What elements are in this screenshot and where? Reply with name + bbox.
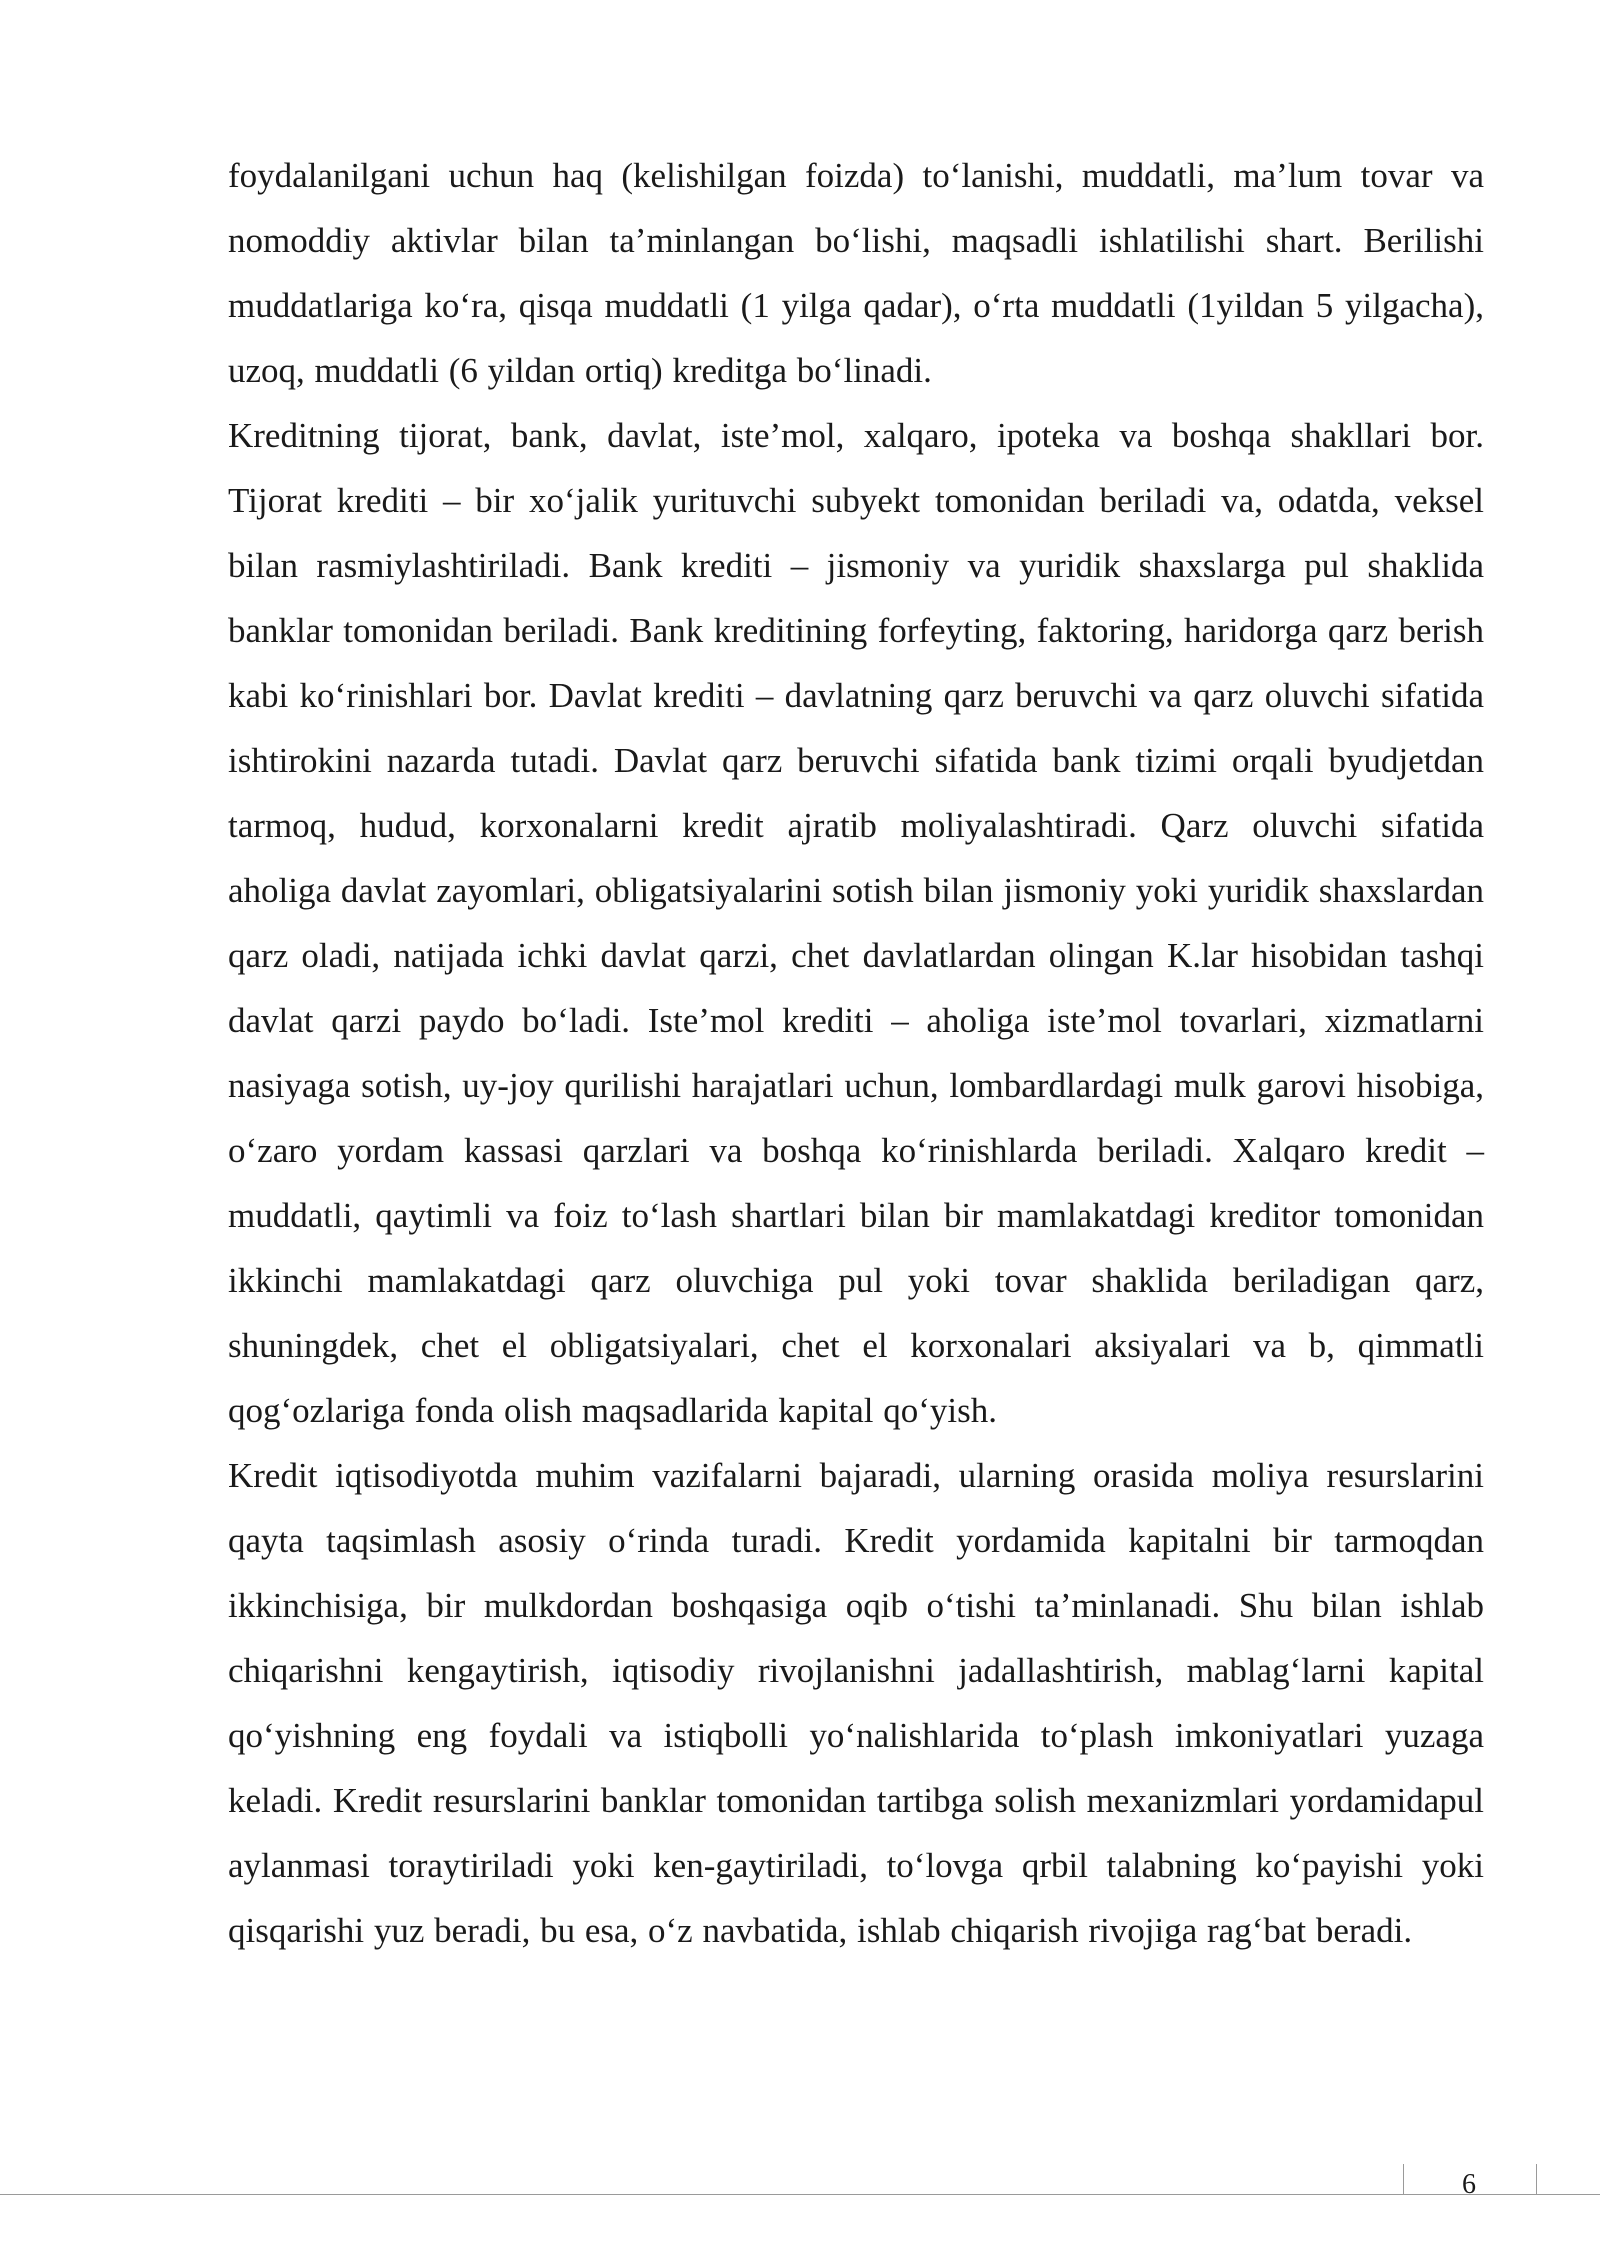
footer-divider: [0, 2194, 1600, 2195]
paragraph-2: Kreditning tijorat, bank, davlat, iste’mol, xalqaro, ipoteka va boshqa shakllari bor. Tijorat krediti – bir xo‘jalik yurituvchi subyekt tomonidan beriladi va, odatda, veksel bilan rasmiylashtiriladi. Bank krediti – jismoniy va yuridik shaxslarga pul shaklida banklar tomonidan beriladi. Bank kreditining forfeyting, faktoring, haridorga qarz berish kabi ko‘rinishlari bor. Davlat krediti – davlatning qarz beruvchi va qarz oluvchi sifatida ishtirokini nazarda tutadi. Davlat qarz beruvchi sifatida bank tizimi orqali byudjetdan tarmoq, hudud, korxonalarni kredit ajratib moliyalashtiradi. Qarz oluvchi sifatida aholiga davlat zayomlari, obligatsiyalarini sotish bilan jismoniy yoki yuridik shaxslardan qarz oladi, natijada ichki davlat qarzi, chet davlatlardan olingan K.lar hisobidan tashqi davlat qarzi paydo bo‘ladi. Iste’mol krediti – aholiga iste’mol tovarlari, xizmatlarni nasiyaga sotish, uy-joy qurilishi harajatlari uchun, lombardlardagi mulk garovi hisobiga, o‘zaro yordam kassasi qarzlari va boshqa ko‘rinishlarda beriladi. Xalqaro kredit – muddatli, qaytimli va foiz to‘lash shartlari bilan bir mamlakatdagi kreditor tomonidan ikkinchi mamlakatdagi qarz oluvchiga pul yoki tovar shaklida beriladigan qarz, shuningdek, chet el obligatsiyalari, chet el korxonalari aksiyalari va b, qimmatli qog‘ozlariga fonda olish maqsadlarida kapital qo‘yish.: [228, 416, 1484, 1430]
paragraph-1: foydalanilgani uchun haq (kelishilgan foizda) to‘lanishi, muddatli, ma’lum tovar va nomoddiy aktivlar bilan ta’minlangan bo‘lishi, maqsadli ishlatilishi shart. Berilishi muddatlariga ko‘ra, qisqa muddatli (1 yilga qadar), o‘rta muddatli (1yildan 5 yilgacha), uzoq, muddatli (6 yildan ortiq) kreditga bo‘linadi.: [228, 156, 1484, 390]
document-body: [228, 143, 1484, 1963]
paragraph-3: Kredit iqtisodiyotda muhim vazifalarni bajaradi, ularning orasida moliya resurslarini qayta taqsimlash asosiy o‘rinda turadi. Kredit yordamida kapitalni bir tarmoqdan ikkinchisiga, bir mulkdordan boshqasiga oqib o‘tishi ta’minlanadi. Shu bilan ishlab chiqarishni kengaytirish, iqtisodiy rivojlanishni jadallashtirish, mablag‘larni kapital qo‘yishning eng foydali va istiqbolli yo‘nalishlarida to‘plash imkoniyatlari yuzaga keladi. Kredit resurslarini banklar tomonidan tartibga solish mexanizmlari yordamidapul aylanmasi toraytiriladi yoki ken-gaytiriladi, to‘lovga qrbil talabning ko‘payishi yoki qisqarishi yuz beradi, bu esa, o‘z navbatida, ishlab chiqarish rivojiga rag‘bat beradi.: [228, 1456, 1484, 1950]
page-number: 6: [1462, 2169, 1476, 2200]
